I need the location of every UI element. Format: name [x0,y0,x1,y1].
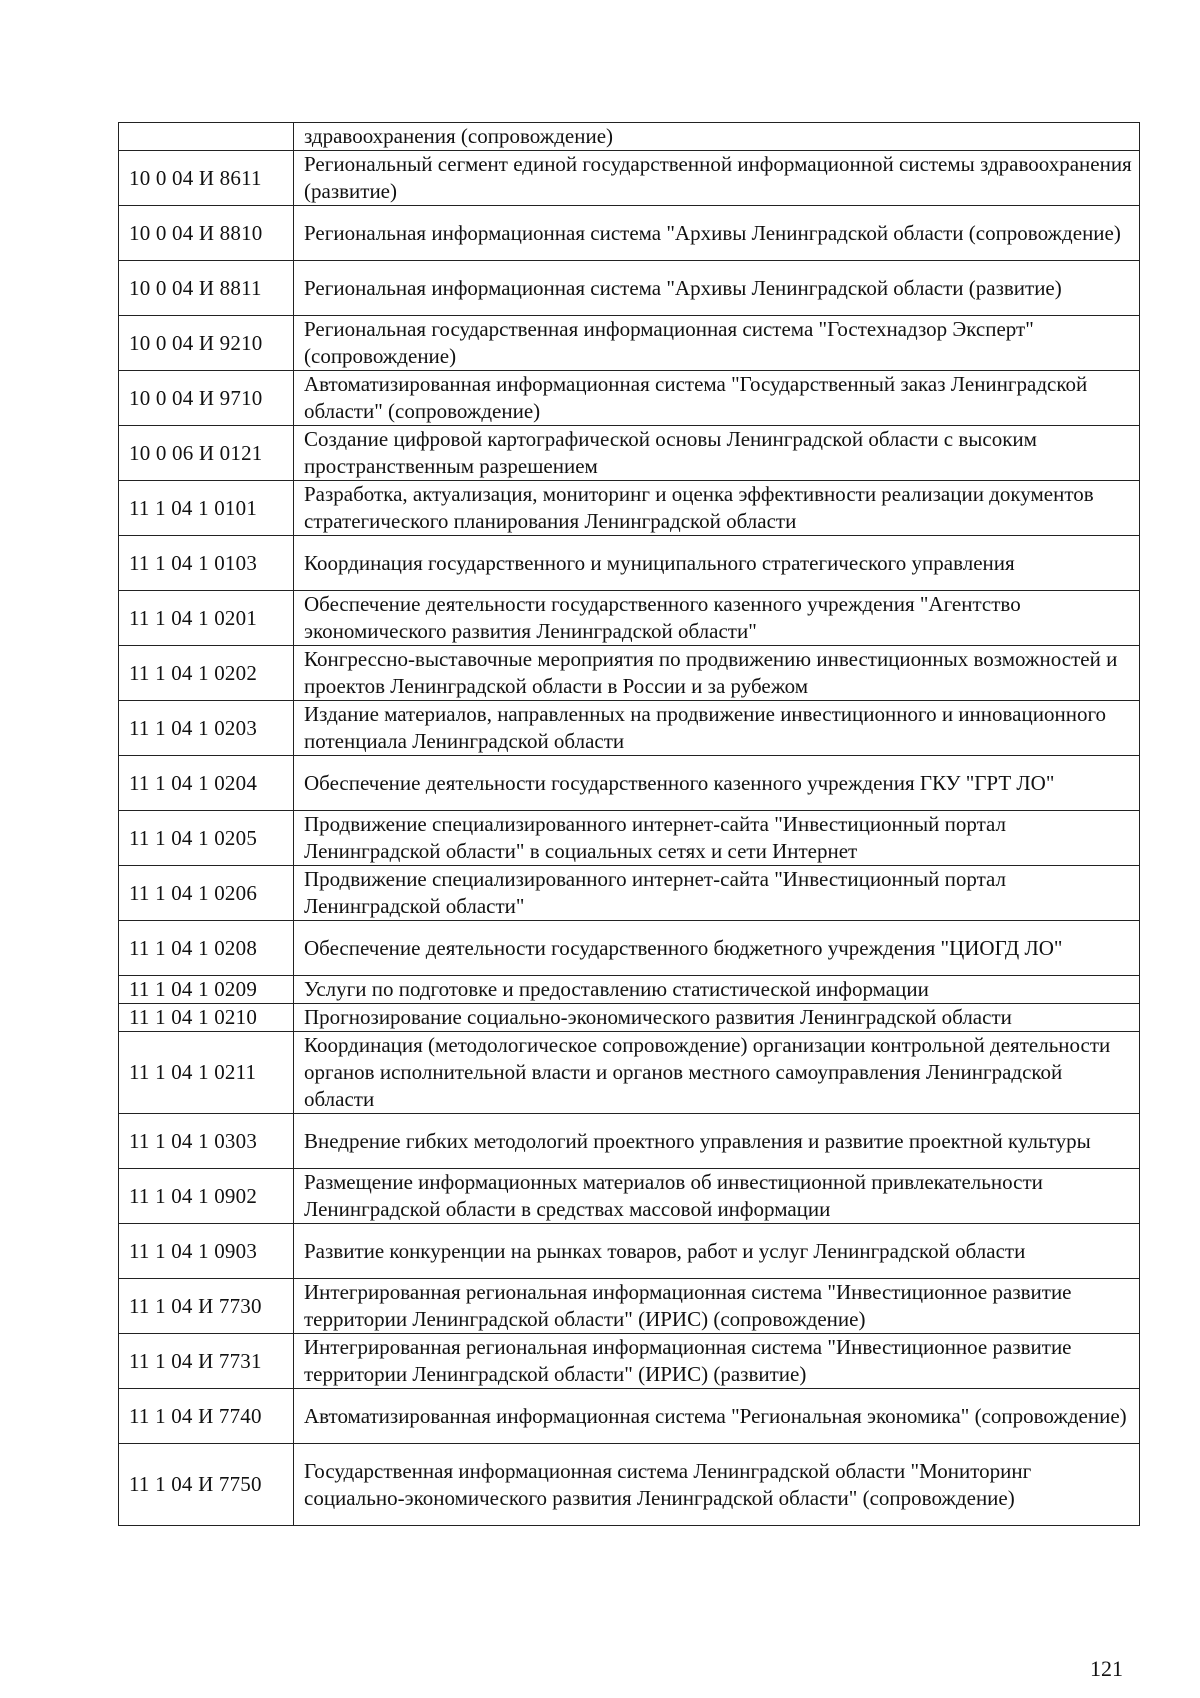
row-description: Разработка, актуализация, мониторинг и оценка эффективности реализации документов стратегического планирования Ленинградской области [294,481,1140,536]
row-description: Региональный сегмент единой государственной информационной системы здравоохранения (развитие) [294,151,1140,206]
table-row [119,1334,1140,1389]
table-row [119,261,1140,316]
row-description: Региональная государственная информационная система "Гостехнадзор Эксперт" (сопровождение) [294,316,1140,371]
table-row [119,811,1140,866]
table-row [119,371,1140,426]
row-code: 11 1 04 1 0903 [119,1224,294,1279]
table-row [119,123,1140,151]
row-description: Развитие конкуренции на рынках товаров, работ и услуг Ленинградской области [294,1224,1140,1279]
row-code: 11 1 04 1 0101 [119,481,294,536]
table-row [119,921,1140,976]
row-code: 11 1 04 1 0203 [119,701,294,756]
table-row [119,976,1140,1004]
row-description: Интегрированная региональная информационная система "Инвестиционное развитие территории Ленинградской области" (ИРИС) (развитие) [294,1334,1140,1389]
table-row [119,316,1140,371]
table-row [119,1279,1140,1334]
table-row [119,1444,1140,1526]
table-body [119,123,1140,1526]
row-description: Интегрированная региональная информационная система "Инвестиционное развитие территории Ленинградской области" (ИРИС) (сопровождение) [294,1279,1140,1334]
row-code [119,123,294,151]
table-row [119,591,1140,646]
table-row [119,866,1140,921]
row-description: Размещение информационных материалов об инвестиционной привлекательности Ленинградской области в средствах массовой информации [294,1169,1140,1224]
table-row [119,426,1140,481]
row-code: 11 1 04 1 0211 [119,1032,294,1114]
row-code: 10 0 04 И 9710 [119,371,294,426]
budget-codes-table [118,122,1140,1526]
table-row [119,701,1140,756]
row-code: 11 1 04 И 7740 [119,1389,294,1444]
row-description: Автоматизированная информационная система "Региональная экономика" (сопровождение) [294,1389,1140,1444]
table-row [119,1169,1140,1224]
row-code: 10 0 06 И 0121 [119,426,294,481]
row-description: Внедрение гибких методологий проектного управления и развитие проектной культуры [294,1114,1140,1169]
row-description: Прогнозирование социально-экономического развития Ленинградской области [294,1004,1140,1032]
page-number: 121 [1090,1656,1123,1681]
row-code: 11 1 04 1 0303 [119,1114,294,1169]
row-code: 11 1 04 И 7730 [119,1279,294,1334]
row-description: Конгрессно-выставочные мероприятия по продвижению инвестиционных возможностей и проектов Ленинградской области в России и за рубежом [294,646,1140,701]
table-row [119,1114,1140,1169]
row-code: 11 1 04 1 0210 [119,1004,294,1032]
row-description: Услуги по подготовке и предоставлению статистической информации [294,976,1140,1004]
row-code: 11 1 04 1 0103 [119,536,294,591]
row-code: 10 0 04 И 8810 [119,206,294,261]
row-description: здравоохранения (сопровождение) [294,123,1140,151]
row-description: Продвижение специализированного интернет-сайта "Инвестиционный портал Ленинградской области" [294,866,1140,921]
table-row [119,1032,1140,1114]
table-row [119,1224,1140,1279]
row-description: Региональная информационная система "Архивы Ленинградской области (сопровождение) [294,206,1140,261]
row-code: 11 1 04 1 0204 [119,756,294,811]
row-code: 11 1 04 1 0209 [119,976,294,1004]
row-code: 11 1 04 1 0902 [119,1169,294,1224]
table-row [119,1389,1140,1444]
row-description: Автоматизированная информационная система "Государственный заказ Ленинградской области" (сопровождение) [294,371,1140,426]
row-code: 11 1 04 И 7731 [119,1334,294,1389]
row-code: 11 1 04 И 7750 [119,1444,294,1526]
row-code: 10 0 04 И 8611 [119,151,294,206]
row-description: Координация (методологическое сопровождение) организации контрольной деятельности органов исполнительной власти и органов местного самоуправления Ленинградской области [294,1032,1140,1114]
table-row [119,646,1140,701]
row-description: Координация государственного и муниципального стратегического управления [294,536,1140,591]
table-row [119,1004,1140,1032]
row-description: Обеспечение деятельности государственного казенного учреждения "Агентство экономического развития Ленинградской области" [294,591,1140,646]
table-row [119,151,1140,206]
table-row [119,536,1140,591]
table-row [119,756,1140,811]
row-code: 11 1 04 1 0206 [119,866,294,921]
row-description: Региональная информационная система "Архивы Ленинградской области (развитие) [294,261,1140,316]
row-code: 11 1 04 1 0202 [119,646,294,701]
row-description: Обеспечение деятельности государственного казенного учреждения ГКУ "ГРТ ЛО" [294,756,1140,811]
table-row [119,206,1140,261]
row-code: 11 1 04 1 0208 [119,921,294,976]
row-description: Издание материалов, направленных на продвижение инвестиционного и инновационного потенциала Ленинградской области [294,701,1140,756]
row-code: 11 1 04 1 0201 [119,591,294,646]
table-row [119,481,1140,536]
row-code: 11 1 04 1 0205 [119,811,294,866]
row-description: Обеспечение деятельности государственного бюджетного учреждения "ЦИОГД ЛО" [294,921,1140,976]
row-description: Государственная информационная система Ленинградской области "Мониторинг социально-экономического развития Ленинградской области" (сопровождение) [294,1444,1140,1526]
row-description: Создание цифровой картографической основы Ленинградской области с высоким пространственным разрешением [294,426,1140,481]
row-code: 10 0 04 И 9210 [119,316,294,371]
row-code: 10 0 04 И 8811 [119,261,294,316]
row-description: Продвижение специализированного интернет-сайта "Инвестиционный портал Ленинградской области" в социальных сетях и сети Интернет [294,811,1140,866]
